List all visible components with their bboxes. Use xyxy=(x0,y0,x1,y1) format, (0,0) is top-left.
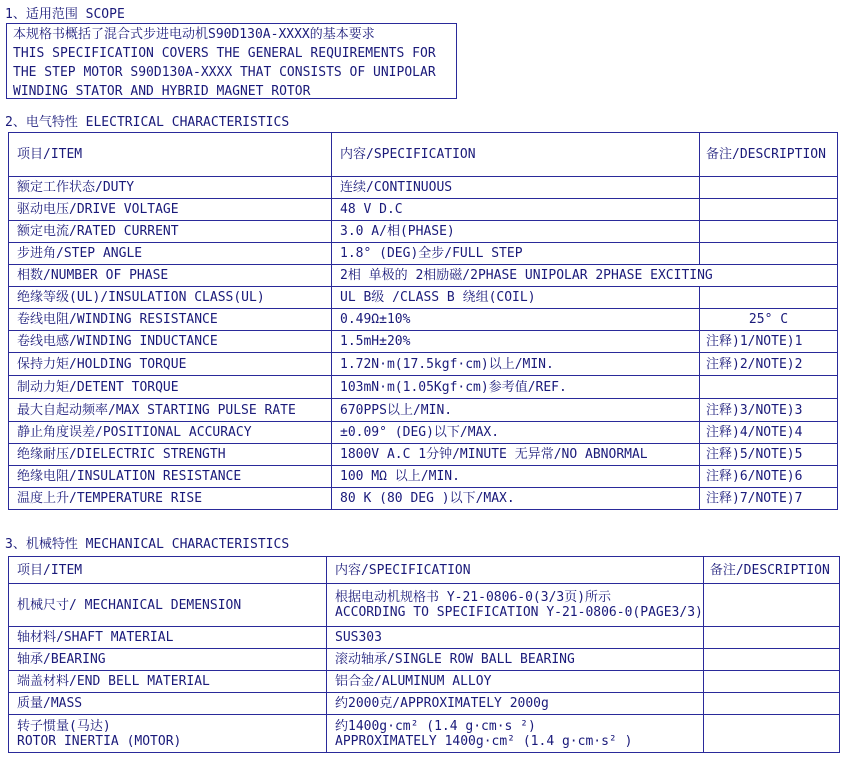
spec-cell xyxy=(327,584,704,627)
item-cell: 最大自起动频率/MAX STARTING PULSE RATE xyxy=(9,399,332,422)
scope-line: WINDING STATOR AND HYBRID MAGNET ROTOR xyxy=(13,84,311,99)
spec-cell: 0.49Ω±10% xyxy=(332,309,700,331)
description-cell xyxy=(703,627,839,649)
spec-cell: 1800V A.C 1分钟/MINUTE 无异常/NO ABNORMAL xyxy=(332,444,700,466)
spec-cell: 670PPS以上/MIN. xyxy=(332,399,700,422)
description-cell: 25° C xyxy=(700,309,838,331)
spec-cell xyxy=(327,627,704,649)
spec-cell xyxy=(327,671,704,693)
item-cell: 静止角度误差/POSITIONAL ACCURACY xyxy=(9,422,332,444)
spec-line: 根据电动机规格书 Y-21-0806-0(3/3页)所示 xyxy=(335,590,612,605)
spec-cell xyxy=(327,649,704,671)
description-cell xyxy=(700,287,838,309)
description-cell xyxy=(703,671,839,693)
spec-cell: UL B级 /CLASS B 绕组(COIL) xyxy=(332,287,700,309)
mechanical-heading: 3、机械特性 MECHANICAL CHARACTERISTICS xyxy=(5,537,290,552)
header-description: 备注/DESCRIPTION xyxy=(703,557,839,584)
scope-line: THE STEP MOTOR S90D130A-XXXX THAT CONSISTS OF UNIPOLAR xyxy=(13,65,436,80)
spec-line: 约1400g·cm² (1.4 g·cm·s ²) xyxy=(335,718,536,734)
item-cell: 卷线电感/WINDING INDUCTANCE xyxy=(9,331,332,353)
table-row xyxy=(9,584,840,627)
description-cell: 注释)6/NOTE)6 xyxy=(700,466,838,488)
spec-line: SUS303 xyxy=(335,630,382,645)
table-row xyxy=(9,353,838,376)
table-row xyxy=(9,177,838,199)
description-cell xyxy=(703,715,839,753)
spec-cell: 100 MΩ 以上/MIN. xyxy=(332,466,700,488)
spec-cell: 48 V D.C xyxy=(332,199,700,221)
item-cell: 保持力矩/HOLDING TORQUE xyxy=(9,353,332,376)
item-cell: 步进角/STEP ANGLE xyxy=(9,243,332,265)
item-cell: 绝缘耐压/DIELECTRIC STRENGTH xyxy=(9,444,332,466)
item-cell: 质量/MASS xyxy=(9,693,327,715)
spec-line: APPROXIMATELY 1400g·cm² (1.4 g·cm·s² ) xyxy=(335,733,633,749)
description-cell xyxy=(700,376,838,399)
spec-cell xyxy=(327,715,704,753)
scope-box xyxy=(6,23,457,99)
spec-cell: 80 K (80 DEG )以下/MAX. xyxy=(332,488,700,510)
item-cell: 端盖材料/END BELL MATERIAL xyxy=(9,671,327,693)
item-cell: 额定工作状态/DUTY xyxy=(9,177,332,199)
table-row xyxy=(9,488,838,510)
item-cell: 机械尺寸/ MECHANICAL DEMENSION xyxy=(9,584,327,627)
header-specification: 内容/SPECIFICATION xyxy=(327,557,704,584)
spec-cell: ±0.09° (DEG)以下/MAX. xyxy=(332,422,700,444)
table-row xyxy=(9,422,838,444)
table-row xyxy=(9,265,838,287)
item-line: ROTOR INERTIA (MOTOR) xyxy=(17,733,182,749)
table-row xyxy=(9,399,838,422)
item-cell: 制动力矩/DETENT TORQUE xyxy=(9,376,332,399)
table-row xyxy=(9,221,838,243)
spec-cell xyxy=(327,693,704,715)
scope-heading: 1、适用范围 SCOPE xyxy=(5,7,125,22)
description-cell: 注释)7/NOTE)7 xyxy=(700,488,838,510)
item-cell: 绝缘电阻/INSULATION RESISTANCE xyxy=(9,466,332,488)
table-row xyxy=(9,715,840,753)
description-cell xyxy=(703,649,839,671)
table-row xyxy=(9,444,838,466)
description-cell xyxy=(700,177,838,199)
scope-line: THIS SPECIFICATION COVERS THE GENERAL REQUIREMENTS FOR xyxy=(13,46,436,61)
item-cell: 相数/NUMBER OF PHASE xyxy=(9,265,332,287)
spec-line: 约2000克/APPROXIMATELY 2000g xyxy=(335,696,549,711)
table-row xyxy=(9,287,838,309)
mechanical-table xyxy=(8,556,840,753)
table-row xyxy=(9,693,840,715)
spec-cell: 连续/CONTINUOUS xyxy=(332,177,700,199)
description-cell xyxy=(700,243,838,265)
spec-cell: 2相 单极的 2相励磁/2PHASE UNIPOLAR 2PHASE EXCITING xyxy=(332,265,838,287)
spec-line: ACCORDING TO SPECIFICATION Y-21-0806-0(PAGE3/3) xyxy=(335,605,703,620)
table-row xyxy=(9,199,838,221)
header-specification: 内容/SPECIFICATION xyxy=(332,133,700,177)
item-cell xyxy=(9,715,327,753)
header-item: 项目/ITEM xyxy=(9,557,327,584)
item-line: 转子惯量(马达) xyxy=(17,718,111,734)
header-item: 项目/ITEM xyxy=(9,133,332,177)
spec-cell: 1.5mH±20% xyxy=(332,331,700,353)
spec-line: 铝合金/ALUMINUM ALLOY xyxy=(335,674,492,689)
table-row xyxy=(9,627,840,649)
electrical-header-row xyxy=(9,133,838,177)
table-row xyxy=(9,649,840,671)
electrical-heading: 2、电气特性 ELECTRICAL CHARACTERISTICS xyxy=(5,115,290,130)
table-row xyxy=(9,243,838,265)
spec-cell: 3.0 A/相(PHASE) xyxy=(332,221,700,243)
item-cell: 绝缘等级(UL)/INSULATION CLASS(UL) xyxy=(9,287,332,309)
spec-line: 滚动轴承/SINGLE ROW BALL BEARING xyxy=(335,652,575,667)
item-cell: 轴承/BEARING xyxy=(9,649,327,671)
spec-cell: 1.8° (DEG)全步/FULL STEP xyxy=(332,243,700,265)
scope-line: 本规格书概括了混合式步进电动机S90D130A-XXXX的基本要求 xyxy=(13,27,375,42)
table-row xyxy=(9,309,838,331)
description-cell xyxy=(703,584,839,627)
description-cell: 注释)5/NOTE)5 xyxy=(700,444,838,466)
description-cell: 注释)1/NOTE)1 xyxy=(700,331,838,353)
electrical-table xyxy=(8,132,838,510)
spec-cell: 103mN·m(1.05Kgf·cm)参考值/REF. xyxy=(332,376,700,399)
table-row xyxy=(9,376,838,399)
description-cell: 注释)2/NOTE)2 xyxy=(700,353,838,376)
description-cell: 注释)3/NOTE)3 xyxy=(700,399,838,422)
table-row xyxy=(9,466,838,488)
description-cell xyxy=(703,693,839,715)
table-row xyxy=(9,331,838,353)
spec-cell: 1.72N·m(17.5kgf·cm)以上/MIN. xyxy=(332,353,700,376)
description-cell xyxy=(700,221,838,243)
header-description: 备注/DESCRIPTION xyxy=(700,133,838,177)
table-row xyxy=(9,671,840,693)
description-cell: 注释)4/NOTE)4 xyxy=(700,422,838,444)
item-cell: 额定电流/RATED CURRENT xyxy=(9,221,332,243)
mechanical-header-row xyxy=(9,557,840,584)
item-cell: 轴材料/SHAFT MATERIAL xyxy=(9,627,327,649)
item-cell: 卷线电阻/WINDING RESISTANCE xyxy=(9,309,332,331)
description-cell xyxy=(700,199,838,221)
item-cell: 温度上升/TEMPERATURE RISE xyxy=(9,488,332,510)
item-cell: 驱动电压/DRIVE VOLTAGE xyxy=(9,199,332,221)
